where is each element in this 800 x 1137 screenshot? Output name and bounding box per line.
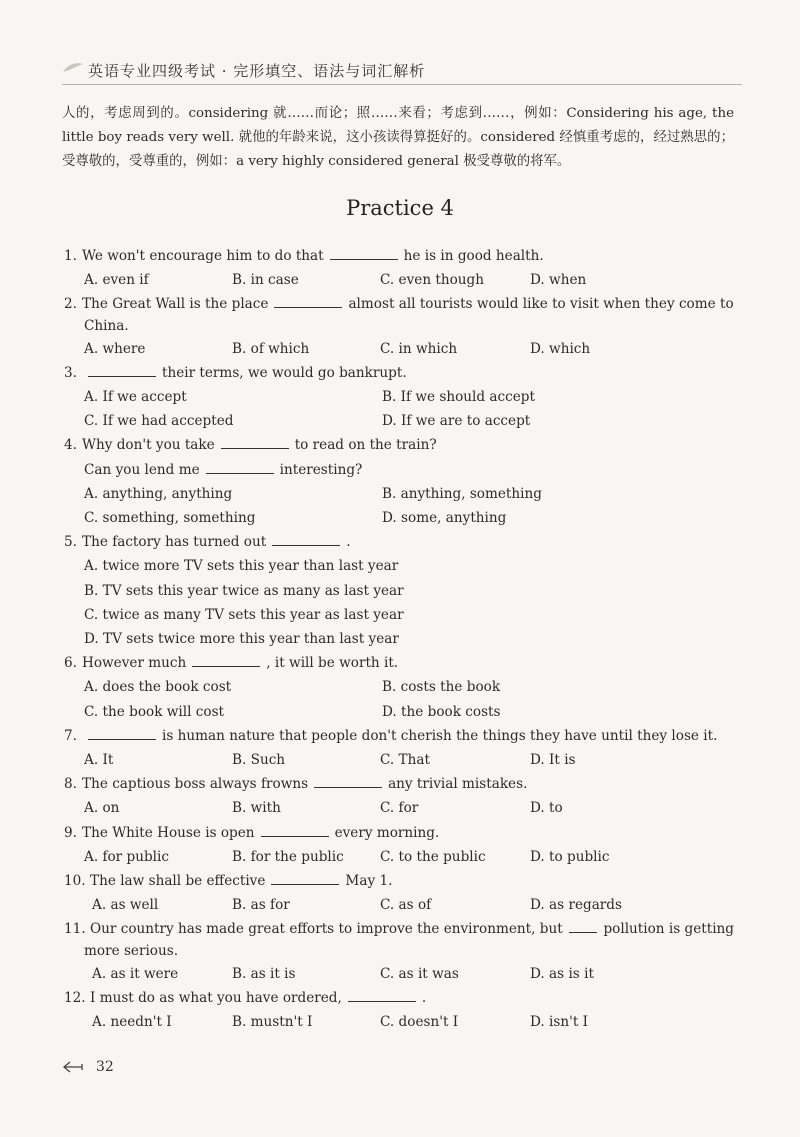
stem-text: Can you lend me bbox=[84, 461, 200, 478]
answer-option: C. to the public bbox=[380, 848, 486, 865]
stem-continuation: China. bbox=[84, 317, 129, 334]
answer-blank bbox=[274, 297, 342, 308]
question-stem bbox=[64, 869, 734, 893]
answer-option: A. needn't I bbox=[92, 1014, 172, 1031]
question-stem bbox=[64, 433, 734, 457]
answer-option: B. as for bbox=[232, 897, 290, 914]
stem-text: to read on the train? bbox=[294, 437, 437, 454]
question-number: 8. bbox=[64, 776, 77, 793]
stem-text: he is in good health. bbox=[403, 248, 544, 264]
answer-option: D. TV sets twice more this year than last year bbox=[84, 631, 399, 648]
answer-option: D. some, anything bbox=[382, 510, 507, 527]
option-list bbox=[64, 554, 734, 651]
answer-blank bbox=[330, 249, 398, 260]
intro-text: 人的，考虑周到的。considering 就……而论；照……来看；考虑到……，例如：Considering his age, the little boy reads very well. 就他的年龄来说，这小孩读得算挺好的。considered 经慎重考虑的，经过熟思的；受尊敬的，受尊重的，例如：a very highly considered general 极受尊敬的将军。 bbox=[62, 106, 734, 169]
answer-option: C. for bbox=[380, 800, 419, 817]
question bbox=[64, 821, 734, 869]
option-list bbox=[64, 748, 734, 772]
question-stem bbox=[64, 724, 734, 748]
question bbox=[64, 530, 734, 651]
answer-option: B. costs the book bbox=[382, 679, 501, 696]
answer-option: A. twice more TV sets this year than last year bbox=[84, 558, 399, 575]
stem-text: The captious boss always frowns bbox=[82, 776, 309, 793]
question-stem bbox=[64, 244, 734, 268]
answer-option: D. which bbox=[530, 340, 591, 357]
answer-blank bbox=[206, 463, 274, 474]
question-number: 3. bbox=[64, 364, 77, 381]
stem-text: pollution is getting bbox=[603, 921, 734, 938]
question-stem bbox=[64, 361, 734, 385]
answer-option: A. If we accept bbox=[84, 389, 187, 406]
stem-text: every morning. bbox=[334, 824, 440, 841]
option-list bbox=[64, 385, 734, 433]
question-number: 5. bbox=[64, 534, 77, 551]
answer-option: A. does the book cost bbox=[84, 679, 232, 696]
intro-paragraph bbox=[62, 102, 734, 174]
question-number: 6. bbox=[64, 655, 77, 672]
running-header bbox=[62, 58, 742, 85]
answer-option: A. where bbox=[84, 340, 146, 357]
answer-option: D. to bbox=[530, 800, 563, 817]
stem-text: Our country has made great efforts to improve the environment, but bbox=[90, 921, 563, 938]
stem-text: We won't encourage him to do that bbox=[82, 248, 324, 264]
stem-text: May 1. bbox=[345, 873, 393, 890]
answer-blank bbox=[88, 729, 156, 740]
answer-option: B. as it is bbox=[232, 965, 296, 982]
question-stem bbox=[64, 986, 734, 1010]
option-list bbox=[64, 796, 734, 820]
option-list bbox=[64, 962, 734, 986]
question bbox=[64, 292, 734, 360]
question bbox=[64, 433, 734, 530]
answer-option: C. That bbox=[380, 752, 430, 769]
stem-text: The White House is open bbox=[82, 824, 255, 841]
stem-continuation: more serious. bbox=[84, 942, 179, 959]
answer-option: B. If we should accept bbox=[382, 389, 535, 406]
stem-text: their terms, we would go bankrupt. bbox=[162, 364, 407, 381]
stem-text: The Great Wall is the place bbox=[82, 296, 269, 313]
stem-text: interesting? bbox=[279, 461, 363, 478]
answer-blank bbox=[221, 438, 289, 449]
answer-option: D. to public bbox=[530, 848, 610, 865]
question-number: 7. bbox=[64, 727, 77, 744]
question-stem bbox=[64, 651, 734, 675]
question bbox=[64, 772, 734, 820]
answer-option: A. for public bbox=[84, 848, 169, 865]
answer-option: D. It is bbox=[530, 752, 576, 769]
answer-option: C. as of bbox=[380, 897, 432, 914]
answer-blank bbox=[272, 535, 340, 546]
answer-blank bbox=[314, 777, 382, 788]
option-list bbox=[64, 675, 734, 723]
answer-option: A. on bbox=[84, 800, 120, 817]
page-number: 32 bbox=[96, 1059, 114, 1075]
answer-blank bbox=[88, 366, 156, 377]
stem-text: However much bbox=[82, 655, 187, 672]
stem-text: Why don't you take bbox=[82, 437, 215, 454]
question bbox=[64, 361, 734, 434]
question bbox=[64, 651, 734, 724]
question-stem bbox=[64, 530, 734, 554]
stem-text: . bbox=[421, 989, 427, 1006]
answer-option: B. anything, something bbox=[382, 485, 542, 502]
answer-option: C. in which bbox=[380, 340, 458, 357]
answer-option: C. even though bbox=[380, 272, 485, 289]
stem-text: The factory has turned out bbox=[82, 534, 267, 551]
question bbox=[64, 724, 734, 772]
answer-option: C. doesn't I bbox=[380, 1014, 459, 1031]
answer-option: A. anything, anything bbox=[84, 485, 233, 502]
answer-option: B. of which bbox=[232, 340, 310, 357]
question-number: 2. bbox=[64, 296, 77, 313]
answer-option: C. something, something bbox=[84, 510, 256, 527]
feather-icon bbox=[62, 62, 84, 74]
header-title: 英语专业四级考试 · 完形填空、语法与词汇解析 bbox=[88, 62, 426, 80]
stem-text: almost all tourists would like to visit when they come to bbox=[348, 296, 734, 313]
option-list bbox=[64, 482, 734, 530]
stem-text: The law shall be effective bbox=[90, 873, 266, 890]
answer-option: C. as it was bbox=[380, 965, 459, 982]
option-list bbox=[64, 893, 734, 917]
answer-blank bbox=[261, 826, 329, 837]
answer-option: A. as well bbox=[92, 897, 159, 914]
stem-text: I must do as what you have ordered, bbox=[90, 989, 342, 1006]
answer-option: A. even if bbox=[84, 272, 149, 289]
answer-option: C. the book will cost bbox=[84, 703, 225, 720]
option-list bbox=[64, 845, 734, 869]
question-number: 1. bbox=[64, 248, 77, 264]
answer-option: D. when bbox=[530, 272, 587, 289]
answer-option: C. twice as many TV sets this year as last year bbox=[84, 606, 404, 623]
practice-title: Practice 4 bbox=[346, 196, 454, 220]
answer-option: D. If we are to accept bbox=[382, 413, 531, 430]
answer-option: C. If we had accepted bbox=[84, 413, 234, 430]
answer-option: B. mustn't I bbox=[232, 1014, 313, 1031]
question-stem bbox=[64, 772, 734, 796]
stem-text: , it will be worth it. bbox=[266, 655, 399, 672]
question bbox=[64, 869, 734, 917]
answer-blank bbox=[348, 991, 416, 1002]
question bbox=[64, 986, 734, 1034]
answer-option: B. with bbox=[232, 800, 281, 817]
question bbox=[64, 244, 734, 292]
question-stem bbox=[64, 292, 734, 316]
answer-option: B. TV sets this year twice as many as last year bbox=[84, 582, 404, 599]
answer-option: D. as is it bbox=[530, 965, 594, 982]
question-number: 4. bbox=[64, 437, 77, 454]
option-list bbox=[64, 337, 734, 361]
question-stem bbox=[64, 458, 734, 482]
answer-option: A. as it were bbox=[92, 965, 179, 982]
answer-blank bbox=[569, 922, 598, 933]
answer-option: B. Such bbox=[232, 752, 286, 769]
answer-option: D. the book costs bbox=[382, 703, 501, 720]
question bbox=[64, 917, 734, 985]
answer-option: B. for the public bbox=[232, 848, 344, 865]
question-stem bbox=[64, 917, 734, 941]
answer-blank bbox=[192, 656, 260, 667]
stem-text: . bbox=[346, 534, 351, 551]
question-list bbox=[64, 244, 734, 1034]
page-footer bbox=[62, 1056, 114, 1078]
answer-option: A. It bbox=[84, 752, 114, 769]
option-list bbox=[64, 268, 734, 292]
stem-text: is human nature that people don't cherish the things they have until they lose it. bbox=[162, 727, 718, 744]
answer-option: B. in case bbox=[232, 272, 299, 289]
question-stem bbox=[64, 821, 734, 845]
question-number: 10. bbox=[64, 873, 86, 890]
option-list bbox=[64, 1010, 734, 1034]
answer-blank bbox=[271, 874, 339, 885]
question-number: 12. bbox=[64, 989, 86, 1006]
question-number: 9. bbox=[64, 824, 77, 841]
answer-option: D. as regards bbox=[530, 897, 622, 914]
question-number: 11. bbox=[64, 921, 86, 938]
stem-text: any trivial mistakes. bbox=[388, 776, 528, 793]
answer-option: D. isn't I bbox=[530, 1014, 589, 1031]
back-arrow-icon bbox=[62, 1060, 84, 1074]
